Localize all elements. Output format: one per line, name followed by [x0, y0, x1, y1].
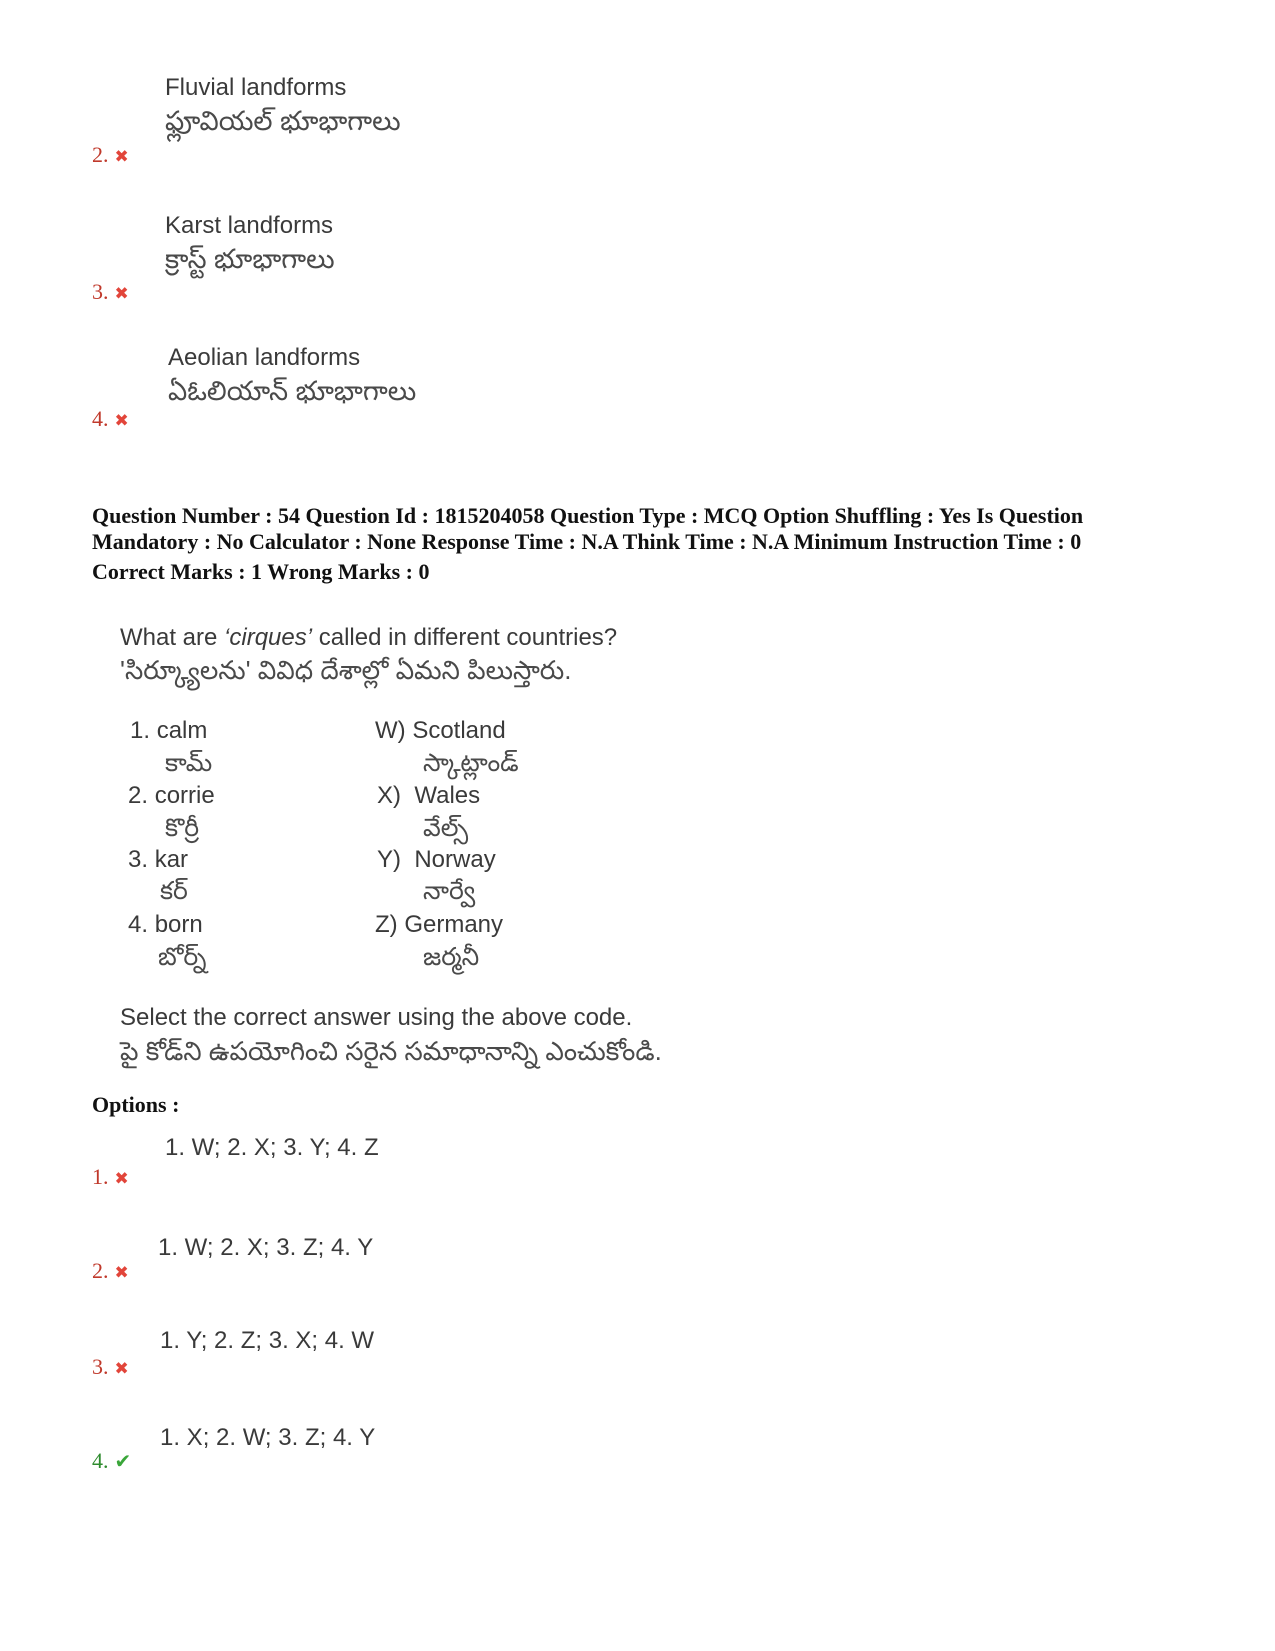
meta-line-3: Correct Marks : 1 Wrong Marks : 0 [92, 559, 430, 584]
cross-icon: ✖ [114, 1169, 129, 1188]
list-item-te: స్కాట్లాండ్ [423, 749, 519, 777]
option-text-en: Fluvial landforms [165, 74, 347, 101]
cross-icon: ✖ [114, 1263, 129, 1282]
list-item-te: వేల్స్ [423, 814, 469, 842]
list-item-te: కొర్రీ [165, 814, 200, 842]
cross-icon: ✖ [114, 284, 129, 303]
option-number: 4. ✔ [92, 1448, 132, 1473]
option-number: 3. ✖ [92, 1354, 129, 1379]
option-text-en: Karst landforms [165, 212, 334, 239]
list-item-te: నార్వే [423, 877, 476, 905]
option-number: 2. ✖ [92, 1258, 129, 1283]
options-label: Options : [92, 1092, 180, 1117]
option-text-te: ఏఓలియాన్ భూభాగాలు [168, 376, 417, 406]
list-item: 1. calm [130, 717, 208, 744]
instruction-te: పై కోడ్‌ని ఉపయోగించి సరైన సమాధానాన్ని ఎంచుకోండి. [120, 1036, 662, 1066]
list-item-te: బోర్న్ [158, 943, 207, 971]
option-text-te: ఫ్లూవియల్ భూభాగాలు [165, 106, 401, 136]
list-item-te: జర్మనీ [423, 943, 480, 971]
list-item: Z) Germany [375, 911, 504, 938]
list-item: X) Wales [377, 782, 481, 809]
cross-icon: ✖ [114, 1359, 129, 1378]
option-number: 1. ✖ [92, 1164, 129, 1189]
list-item-te: కర్ [160, 877, 188, 905]
option-number: 2. ✖ [92, 142, 129, 167]
option-number: 3. ✖ [92, 279, 129, 304]
meta-line-1: Question Number : 54 Question Id : 1815204058 Question Type : MCQ Option Shuffling : Yes Is Question [92, 503, 1084, 528]
option-text-en: Aeolian landforms [168, 344, 361, 371]
cross-icon: ✖ [114, 147, 129, 166]
list-item-te: కామ్ [165, 749, 213, 777]
question-text-te: 'సిర్క్యూలను' వివిధ దేశాల్లో ఏమని పిలుస్తారు. [120, 655, 572, 685]
cross-icon: ✖ [114, 411, 129, 430]
option-text: 1. Y; 2. Z; 3. X; 4. W [160, 1327, 375, 1354]
list-item: 3. kar [128, 846, 189, 873]
option-text: 1. W; 2. X; 3. Z; 4. Y [158, 1234, 374, 1261]
list-item: 2. corrie [128, 782, 215, 809]
checkmark-icon: ✔ [114, 1451, 132, 1473]
option-text: 1. X; 2. W; 3. Z; 4. Y [160, 1424, 376, 1451]
list-item: Y) Norway [377, 846, 496, 873]
question-text-en: What are ‘cirques’ called in different countries? [120, 624, 618, 651]
option-text: 1. W; 2. X; 3. Y; 4. Z [165, 1134, 379, 1161]
option-text-te: క్రాస్ట్ భూభాగాలు [165, 244, 335, 274]
instruction-en: Select the correct answer using the above code. [120, 1004, 633, 1031]
option-number: 4. ✖ [92, 406, 129, 431]
meta-line-2: Mandatory : No Calculator : None Response Time : N.A Think Time : N.A Minimum Instruction Time : 0 [92, 529, 1082, 554]
list-item: 4. born [128, 911, 203, 938]
list-item: W) Scotland [375, 717, 506, 744]
